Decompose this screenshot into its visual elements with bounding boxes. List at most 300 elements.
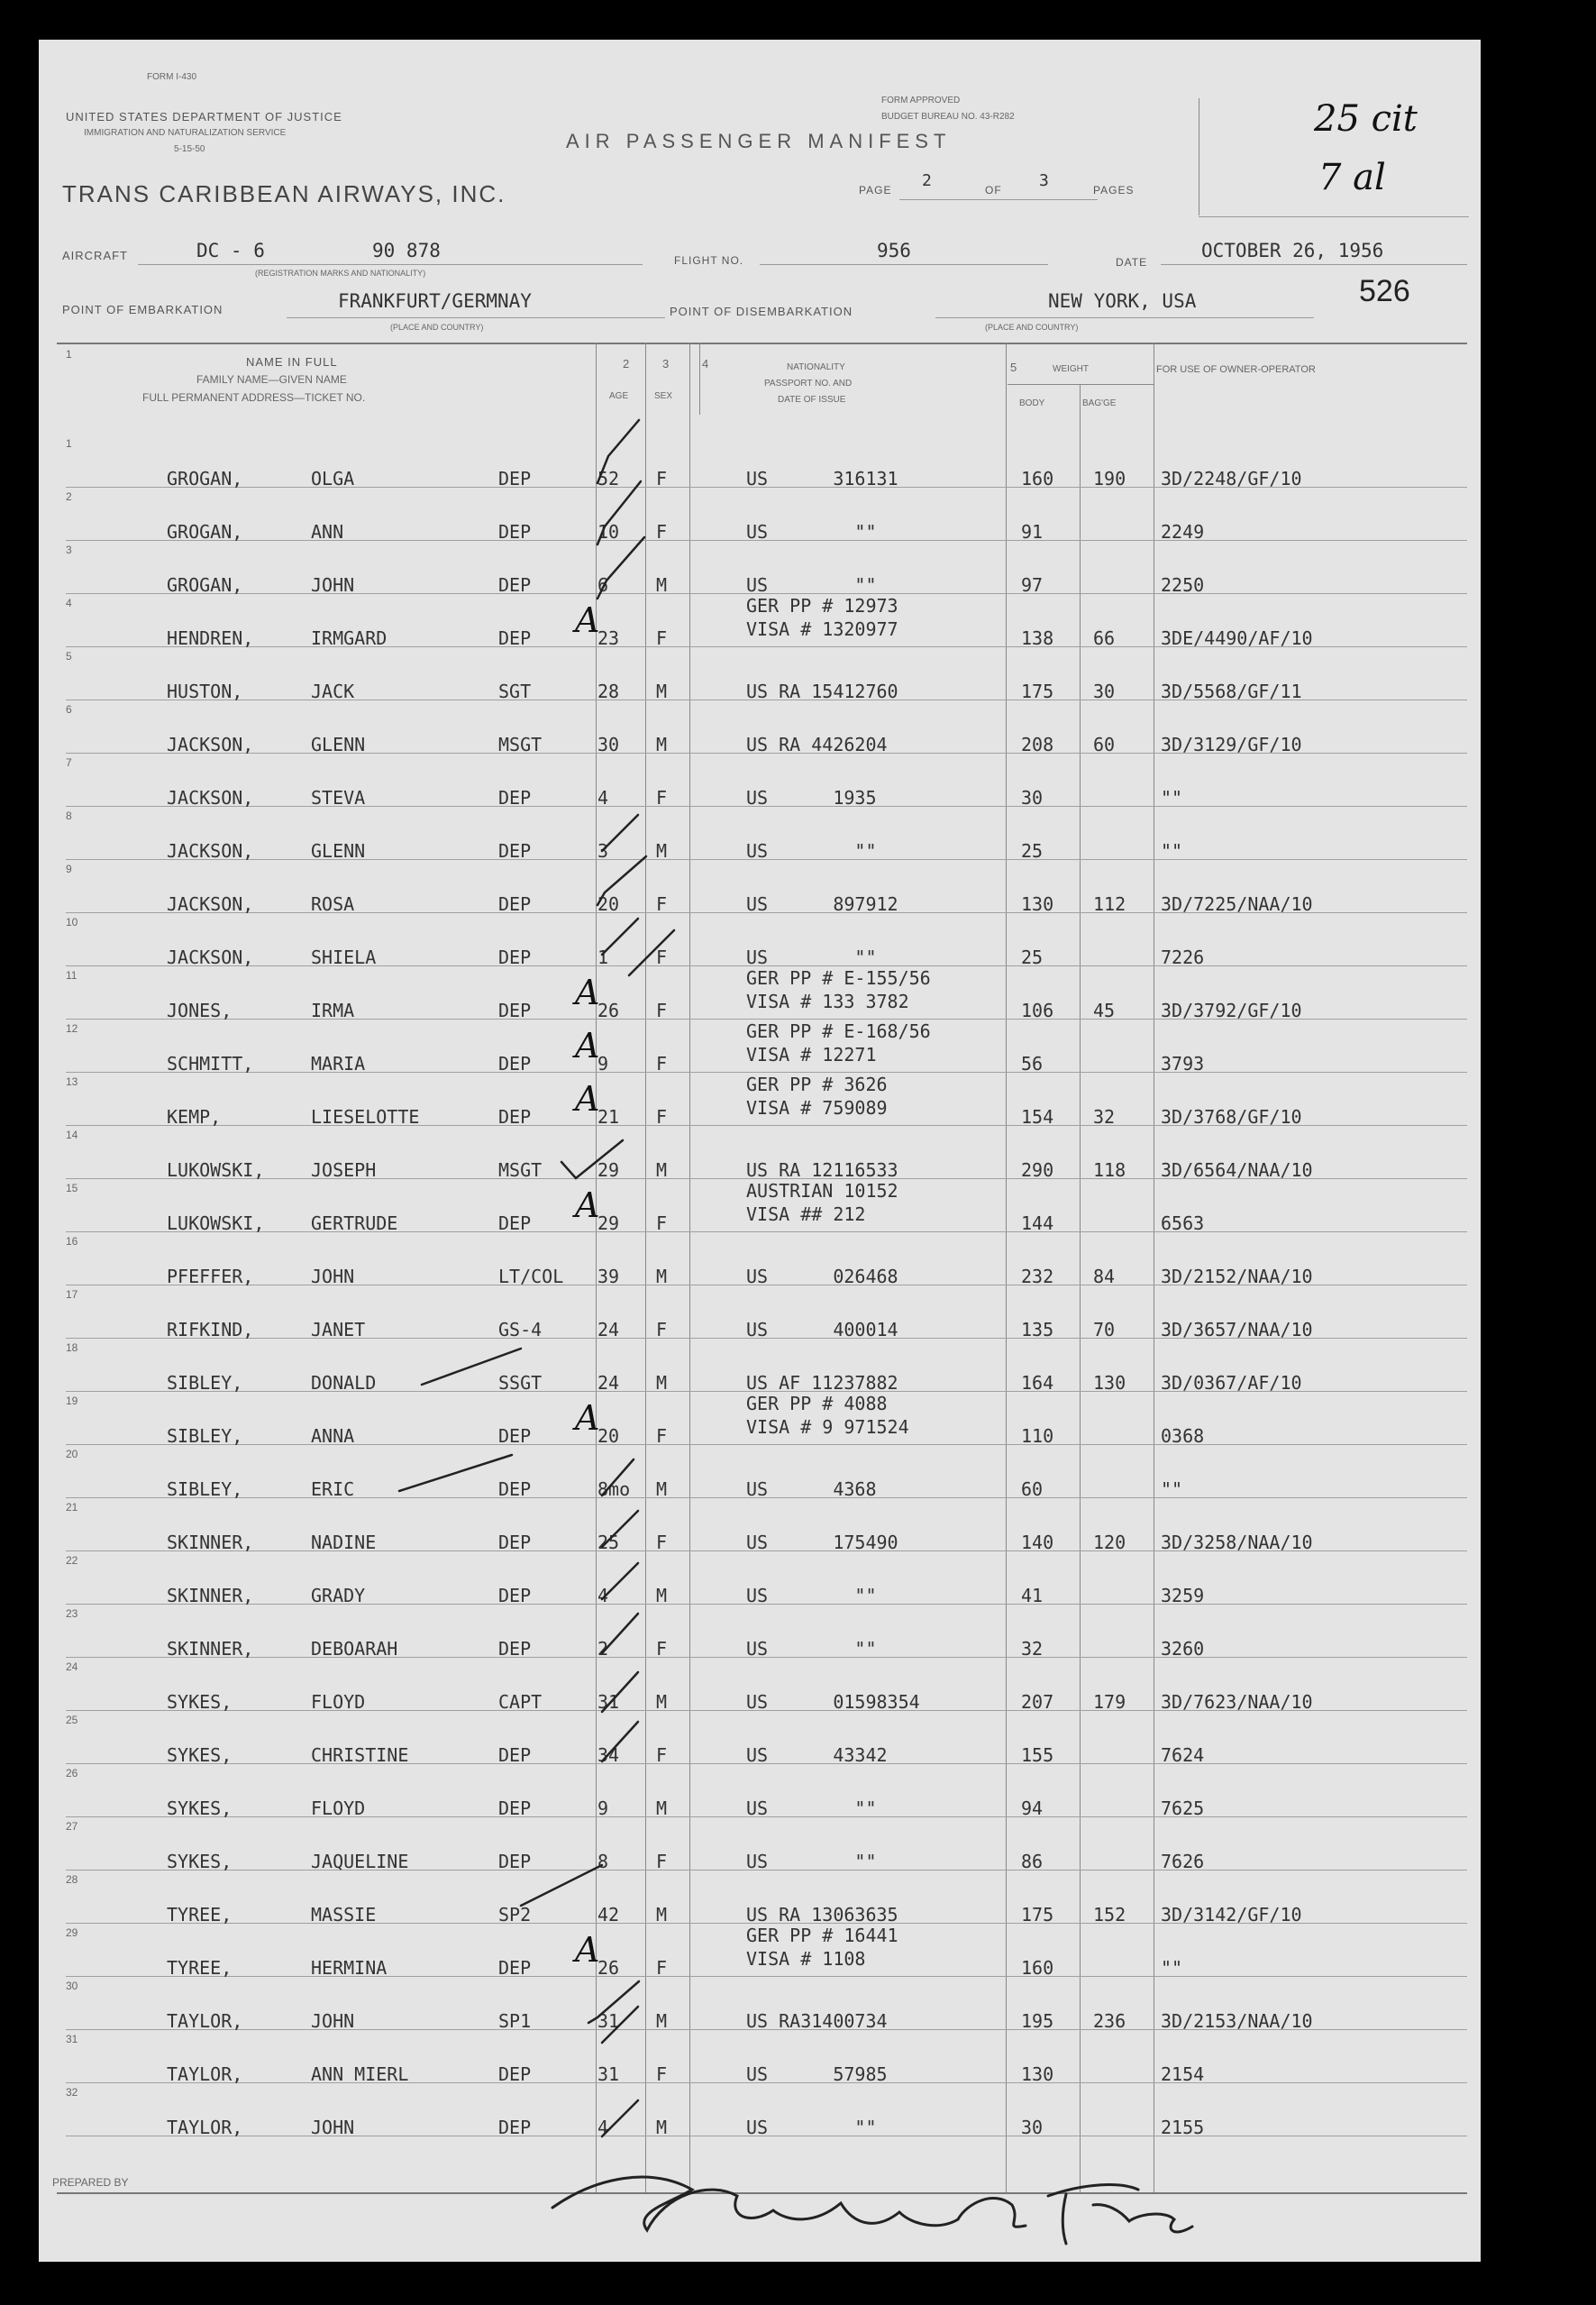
passenger-status: DEP bbox=[498, 1478, 532, 1500]
baggage-weight: 60 bbox=[1093, 734, 1116, 755]
body-weight: 195 bbox=[1021, 2010, 1054, 2032]
sex: M bbox=[656, 840, 668, 862]
baggage-weight: 152 bbox=[1093, 1904, 1126, 1925]
col2-number: 2 bbox=[623, 357, 630, 370]
sex: M bbox=[656, 574, 668, 596]
sex: F bbox=[656, 1425, 668, 1447]
owner-operator-use: 2154 bbox=[1161, 2063, 1205, 2085]
row-number: 4 bbox=[66, 597, 72, 609]
body-weight: 110 bbox=[1021, 1425, 1054, 1447]
service-line: IMMIGRATION AND NATURALIZATION SERVICE bbox=[84, 128, 287, 138]
aircraft-type: DC - 6 bbox=[196, 240, 265, 261]
sex: F bbox=[656, 1000, 668, 1021]
sex: F bbox=[656, 627, 668, 649]
nationality-passport: US 400014 bbox=[746, 1319, 898, 1340]
owner-operator-use: 3D/2152/NAA/10 bbox=[1161, 1266, 1313, 1287]
family-name: PFEFFER, bbox=[167, 1266, 254, 1287]
passenger-status: DEP bbox=[498, 2117, 532, 2138]
owner-operator-use: 3D/3792/GF/10 bbox=[1161, 1000, 1302, 1021]
body-weight: 175 bbox=[1021, 1904, 1054, 1925]
passenger-status: LT/COL bbox=[498, 1266, 564, 1287]
owner-operator-use: 6563 bbox=[1161, 1212, 1205, 1234]
disembarkation-value: NEW YORK, USA bbox=[1048, 290, 1197, 312]
owner-operator-use: 3D/0367/AF/10 bbox=[1161, 1372, 1302, 1394]
disembarkation-label: POINT OF DISEMBARKATION bbox=[670, 305, 853, 318]
age: 29 bbox=[597, 1159, 620, 1181]
col5-header: WEIGHT bbox=[1053, 364, 1089, 374]
family-name: JACKSON, bbox=[167, 947, 254, 968]
given-name: GERTRUDE bbox=[311, 1212, 398, 1234]
owner-operator-use: 3D/3258/NAA/10 bbox=[1161, 1532, 1313, 1553]
family-name: JACKSON, bbox=[167, 734, 254, 755]
row-number: 20 bbox=[66, 1448, 78, 1460]
owner-operator-use: "" bbox=[1161, 1478, 1183, 1500]
owner-operator-use: 2250 bbox=[1161, 574, 1205, 596]
sex: F bbox=[656, 1851, 668, 1872]
visa-number: VISA # 9 971524 bbox=[746, 1416, 909, 1438]
check-mark-icon bbox=[602, 815, 638, 851]
given-name: ANN bbox=[311, 521, 344, 543]
owner-operator-use: 2155 bbox=[1161, 2117, 1205, 2138]
given-name: DEBOARAH bbox=[311, 1638, 398, 1660]
col1-header-line2: FAMILY NAME—GIVEN NAME bbox=[196, 373, 347, 386]
family-name: GROGAN, bbox=[167, 468, 243, 489]
visa-number: VISA # 759089 bbox=[746, 1097, 888, 1119]
passenger-status: DEP bbox=[498, 521, 532, 543]
owner-operator-use: 3259 bbox=[1161, 1585, 1205, 1606]
passenger-status: DEP bbox=[498, 574, 532, 596]
age: 26 bbox=[597, 1000, 620, 1021]
baggage-weight: 179 bbox=[1093, 1691, 1126, 1713]
sex: M bbox=[656, 734, 668, 755]
row-number: 1 bbox=[66, 437, 72, 450]
col6-header: FOR USE OF OWNER-OPERATOR bbox=[1156, 364, 1316, 375]
sex: M bbox=[656, 1266, 668, 1287]
family-name: TAYLOR, bbox=[167, 2063, 243, 2085]
row-number: 27 bbox=[66, 1820, 78, 1833]
owner-operator-use: "" bbox=[1161, 787, 1183, 809]
owner-operator-use: 3D/3129/GF/10 bbox=[1161, 734, 1302, 755]
airline-name: TRANS CARIBBEAN AIRWAYS, INC. bbox=[62, 180, 506, 207]
visa-number: VISA # 133 3782 bbox=[746, 991, 909, 1012]
sex: M bbox=[656, 1904, 668, 1925]
nationality-passport: US 01598354 bbox=[746, 1691, 920, 1713]
row-number: 28 bbox=[66, 1873, 78, 1886]
age: 4 bbox=[597, 2117, 609, 2138]
flight-date: OCTOBER 26, 1956 bbox=[1201, 240, 1384, 261]
owner-operator-use: 3D/7623/NAA/10 bbox=[1161, 1691, 1313, 1713]
strike-line bbox=[399, 1455, 512, 1491]
baggage-weight: 236 bbox=[1093, 2010, 1126, 2032]
given-name: HERMINA bbox=[311, 1957, 388, 1979]
row-number: 10 bbox=[66, 916, 78, 928]
form-number: FORM I-430 bbox=[147, 72, 197, 82]
body-weight: 208 bbox=[1021, 734, 1054, 755]
owner-operator-use: 3D/2153/NAA/10 bbox=[1161, 2010, 1313, 2032]
row-number: 9 bbox=[66, 863, 72, 875]
given-name: SHIELA bbox=[311, 947, 377, 968]
age: 42 bbox=[597, 1904, 620, 1925]
passenger-status: SP2 bbox=[498, 1904, 532, 1925]
body-weight: 154 bbox=[1021, 1106, 1054, 1128]
nationality-passport: US "" bbox=[746, 1851, 877, 1872]
sex: F bbox=[656, 1638, 668, 1660]
sex: F bbox=[656, 947, 668, 968]
age: 34 bbox=[597, 1744, 620, 1766]
check-mark-icon bbox=[588, 1981, 639, 2023]
nationality-passport: US 4368 bbox=[746, 1478, 877, 1500]
age: 9 bbox=[597, 1797, 609, 1819]
nationality-passport: US RA 4426204 bbox=[746, 734, 888, 755]
passenger-status: DEP bbox=[498, 1532, 532, 1553]
baggage-weight: 190 bbox=[1093, 468, 1126, 489]
row-number: 18 bbox=[66, 1341, 78, 1354]
baggage-weight: 84 bbox=[1093, 1266, 1116, 1287]
owner-operator-use: 3793 bbox=[1161, 1053, 1205, 1075]
passenger-status: CAPT bbox=[498, 1691, 543, 1713]
body-weight: 94 bbox=[1021, 1797, 1044, 1819]
family-name: RIFKIND, bbox=[167, 1319, 254, 1340]
given-name: ERIC bbox=[311, 1478, 355, 1500]
embarkation-value: FRANKFURT/GERMNAY bbox=[338, 290, 532, 312]
age: 31 bbox=[597, 2010, 620, 2032]
passenger-status: DEP bbox=[498, 627, 532, 649]
age: 31 bbox=[597, 1691, 620, 1713]
age: 23 bbox=[597, 627, 620, 649]
row-number: 15 bbox=[66, 1182, 78, 1194]
nationality-passport: AUSTRIAN 10152 bbox=[746, 1180, 898, 1202]
age: 30 bbox=[597, 734, 620, 755]
sex: F bbox=[656, 1957, 668, 1979]
owner-operator-use: 0368 bbox=[1161, 1425, 1205, 1447]
family-name: SCHMITT, bbox=[167, 1053, 254, 1075]
sex: F bbox=[656, 1053, 668, 1075]
alien-mark: A bbox=[575, 1930, 600, 1970]
check-mark-icon bbox=[597, 856, 646, 905]
owner-operator-use: 3D/5568/GF/11 bbox=[1161, 681, 1302, 702]
check-mark-icon bbox=[602, 1672, 638, 1712]
check-mark-icon bbox=[561, 1140, 623, 1178]
nationality-passport: US "" bbox=[746, 1797, 877, 1819]
given-name: CHRISTINE bbox=[311, 1744, 409, 1766]
sex: F bbox=[656, 787, 668, 809]
given-name: MARIA bbox=[311, 1053, 366, 1075]
passenger-status: DEP bbox=[498, 840, 532, 862]
sex: F bbox=[656, 1532, 668, 1553]
family-name: SIBLEY, bbox=[167, 1425, 243, 1447]
given-name: STEVA bbox=[311, 787, 366, 809]
owner-operator-use: 3D/3768/GF/10 bbox=[1161, 1106, 1302, 1128]
nationality-passport: US 57985 bbox=[746, 2063, 888, 2085]
body-weight: 144 bbox=[1021, 1212, 1054, 1234]
given-name: LIESELOTTE bbox=[311, 1106, 420, 1128]
row-number: 13 bbox=[66, 1075, 78, 1088]
row-number: 30 bbox=[66, 1980, 78, 1992]
passenger-status: DEP bbox=[498, 1851, 532, 1872]
handwritten-count-citizens: 25 cit bbox=[1314, 98, 1418, 140]
baggage-weight: 112 bbox=[1093, 893, 1126, 915]
visa-number: VISA # 1320977 bbox=[746, 618, 898, 640]
family-name: HUSTON, bbox=[167, 681, 243, 702]
family-name: JACKSON, bbox=[167, 840, 254, 862]
body-weight: 290 bbox=[1021, 1159, 1054, 1181]
age: 6 bbox=[597, 574, 609, 596]
manifest-sheet bbox=[39, 40, 1481, 2262]
body-weight: 140 bbox=[1021, 1532, 1054, 1553]
check-mark-icon bbox=[602, 1614, 638, 1653]
passenger-status: DEP bbox=[498, 1585, 532, 1606]
stamp-number: 526 bbox=[1359, 274, 1410, 308]
family-name: HENDREN, bbox=[167, 627, 254, 649]
col2-header: AGE bbox=[609, 391, 629, 401]
passenger-status: DEP bbox=[498, 1425, 532, 1447]
row-number: 32 bbox=[66, 2086, 78, 2099]
body-weight: 106 bbox=[1021, 1000, 1054, 1021]
pages-label: PAGES bbox=[1093, 184, 1135, 197]
given-name: NADINE bbox=[311, 1532, 377, 1553]
given-name: GLENN bbox=[311, 840, 366, 862]
registration-caption: (REGISTRATION MARKS AND NATIONALITY) bbox=[255, 269, 426, 278]
aircraft-registration: 90 878 bbox=[372, 240, 441, 261]
visa-number: VISA ## 212 bbox=[746, 1203, 866, 1225]
passenger-status: DEP bbox=[498, 1638, 532, 1660]
body-weight: 155 bbox=[1021, 1744, 1054, 1766]
nationality-passport: US "" bbox=[746, 2117, 877, 2138]
given-name: JACK bbox=[311, 681, 355, 702]
owner-operator-use: 3D/3142/GF/10 bbox=[1161, 1904, 1302, 1925]
owner-operator-use: 7626 bbox=[1161, 1851, 1205, 1872]
sex: F bbox=[656, 1212, 668, 1234]
nationality-passport: US "" bbox=[746, 1585, 877, 1606]
body-weight: 97 bbox=[1021, 574, 1044, 596]
passenger-status: DEP bbox=[498, 1744, 532, 1766]
age: 4 bbox=[597, 787, 609, 809]
family-name: TYREE, bbox=[167, 1957, 233, 1979]
baggage-weight: 70 bbox=[1093, 1319, 1116, 1340]
check-mark-icon bbox=[629, 930, 674, 975]
col3-number: 3 bbox=[662, 357, 670, 370]
nationality-passport: US 897912 bbox=[746, 893, 898, 915]
age: 9 bbox=[597, 1053, 609, 1075]
owner-operator-use: 3D/6564/NAA/10 bbox=[1161, 1159, 1313, 1181]
passenger-status: SGT bbox=[498, 681, 532, 702]
nationality-passport: US 175490 bbox=[746, 1532, 898, 1553]
col4-number: 4 bbox=[702, 357, 709, 370]
sex: M bbox=[656, 1585, 668, 1606]
passenger-status: MSGT bbox=[498, 1159, 543, 1181]
owner-operator-use: 3D/2248/GF/10 bbox=[1161, 468, 1302, 489]
strike-line bbox=[422, 1349, 521, 1385]
sex: M bbox=[656, 2010, 668, 2032]
age: 4 bbox=[597, 1585, 609, 1606]
visa-number: VISA # 12271 bbox=[746, 1044, 877, 1066]
budget-line-2: BUDGET BUREAU NO. 43-R282 bbox=[881, 112, 1015, 122]
family-name: GROGAN, bbox=[167, 521, 243, 543]
age: 28 bbox=[597, 681, 620, 702]
sex: F bbox=[656, 2063, 668, 2085]
sex: M bbox=[656, 1478, 668, 1500]
flight-number: 956 bbox=[877, 240, 911, 261]
given-name: FLOYD bbox=[311, 1691, 366, 1713]
owner-operator-use: 7624 bbox=[1161, 1744, 1205, 1766]
baggage-weight: 66 bbox=[1093, 627, 1116, 649]
passenger-status: SSGT bbox=[498, 1372, 543, 1394]
of-label: OF bbox=[985, 184, 1002, 197]
row-number: 11 bbox=[66, 969, 78, 982]
visa-number: VISA # 1108 bbox=[746, 1948, 866, 1970]
body-weight: 175 bbox=[1021, 681, 1054, 702]
prepared-by-label: PREPARED BY bbox=[52, 2176, 129, 2189]
owner-operator-use: "" bbox=[1161, 840, 1183, 862]
sex: F bbox=[656, 468, 668, 489]
given-name: IRMA bbox=[311, 1000, 355, 1021]
handwritten-marks bbox=[39, 40, 1481, 2262]
age: 25 bbox=[597, 1532, 620, 1553]
passenger-status: MSGT bbox=[498, 734, 543, 755]
given-name: JOSEPH bbox=[311, 1159, 377, 1181]
family-name: JACKSON, bbox=[167, 893, 254, 915]
given-name: FLOYD bbox=[311, 1797, 366, 1819]
check-mark-icon bbox=[602, 1722, 638, 1761]
sex: F bbox=[656, 521, 668, 543]
row-number: 24 bbox=[66, 1660, 78, 1673]
body-weight: 41 bbox=[1021, 1585, 1044, 1606]
nationality-passport: US 43342 bbox=[746, 1744, 888, 1766]
given-name: JOHN bbox=[311, 574, 355, 596]
manifest-title: AIR PASSENGER MANIFEST bbox=[566, 130, 952, 152]
body-weight: 25 bbox=[1021, 947, 1044, 968]
aircraft-label: AIRCRAFT bbox=[62, 249, 128, 262]
alien-mark: A bbox=[575, 600, 600, 640]
nationality-passport: US 1935 bbox=[746, 787, 877, 809]
given-name: JOHN bbox=[311, 2117, 355, 2138]
check-mark-icon bbox=[602, 1459, 634, 1496]
owner-operator-use: "" bbox=[1161, 1957, 1183, 1979]
budget-line-1: FORM APPROVED bbox=[881, 96, 961, 105]
embark-place-caption: (PLACE AND COUNTRY) bbox=[390, 323, 484, 332]
age: 2 bbox=[597, 1638, 609, 1660]
alien-mark: A bbox=[575, 1398, 600, 1438]
nationality-passport: US "" bbox=[746, 521, 877, 543]
body-weight: 135 bbox=[1021, 1319, 1054, 1340]
body-weight: 138 bbox=[1021, 627, 1054, 649]
given-name: OLGA bbox=[311, 468, 355, 489]
alien-mark: A bbox=[575, 1185, 600, 1225]
row-number: 5 bbox=[66, 650, 72, 663]
body-weight: 86 bbox=[1021, 1851, 1044, 1872]
passenger-status: DEP bbox=[498, 2063, 532, 2085]
check-mark-icon bbox=[597, 481, 641, 544]
check-mark-icon bbox=[602, 2100, 638, 2136]
sex: M bbox=[656, 1159, 668, 1181]
row-number: 16 bbox=[66, 1235, 78, 1248]
embarkation-label: POINT OF EMBARKATION bbox=[62, 303, 223, 316]
nationality-passport: US 026468 bbox=[746, 1266, 898, 1287]
family-name: KEMP, bbox=[167, 1106, 222, 1128]
alien-mark: A bbox=[575, 1026, 600, 1066]
check-mark-icon bbox=[602, 919, 638, 955]
owner-operator-use: 2249 bbox=[1161, 521, 1205, 543]
body-weight: 160 bbox=[1021, 468, 1054, 489]
family-name: SYKES, bbox=[167, 1691, 233, 1713]
department-line: UNITED STATES DEPARTMENT OF JUSTICE bbox=[66, 110, 342, 123]
row-number: 8 bbox=[66, 809, 72, 822]
given-name: ANN MIERL bbox=[311, 2063, 409, 2085]
age: 29 bbox=[597, 1212, 620, 1234]
given-name: GRADY bbox=[311, 1585, 366, 1606]
given-name: ROSA bbox=[311, 893, 355, 915]
row-number: 31 bbox=[66, 2033, 78, 2045]
sex: M bbox=[656, 1691, 668, 1713]
check-mark-icon bbox=[602, 1511, 638, 1547]
passenger-status: DEP bbox=[498, 468, 532, 489]
family-name: SKINNER, bbox=[167, 1638, 254, 1660]
baggage-weight: 32 bbox=[1093, 1106, 1116, 1128]
passenger-status: DEP bbox=[498, 947, 532, 968]
given-name: MASSIE bbox=[311, 1904, 377, 1925]
handwritten-signature bbox=[543, 2140, 1264, 2262]
sex: M bbox=[656, 681, 668, 702]
col5-number: 5 bbox=[1010, 361, 1017, 374]
row-number: 22 bbox=[66, 1554, 78, 1567]
age: 26 bbox=[597, 1957, 620, 1979]
family-name: SKINNER, bbox=[167, 1585, 254, 1606]
owner-operator-use: 3DE/4490/AF/10 bbox=[1161, 627, 1313, 649]
nationality-passport: GER PP # 12973 bbox=[746, 595, 898, 617]
nationality-passport: US RA31400734 bbox=[746, 2010, 888, 2032]
sex: F bbox=[656, 1106, 668, 1128]
baggage-weight: 120 bbox=[1093, 1532, 1126, 1553]
col4-header-line3: DATE OF ISSUE bbox=[778, 395, 846, 405]
col1-number: 1 bbox=[66, 348, 72, 361]
age: 3 bbox=[597, 840, 609, 862]
body-weight: 130 bbox=[1021, 893, 1054, 915]
flight-label: FLIGHT NO. bbox=[674, 254, 744, 267]
nationality-passport: US 316131 bbox=[746, 468, 898, 489]
row-number: 21 bbox=[66, 1501, 78, 1514]
baggage-weight: 45 bbox=[1093, 1000, 1116, 1021]
family-name: TYREE, bbox=[167, 1904, 233, 1925]
age: 24 bbox=[597, 1319, 620, 1340]
row-number: 7 bbox=[66, 756, 72, 769]
family-name: SYKES, bbox=[167, 1851, 233, 1872]
row-number: 2 bbox=[66, 490, 72, 503]
age: 24 bbox=[597, 1372, 620, 1394]
family-name: SIBLEY, bbox=[167, 1478, 243, 1500]
body-weight: 30 bbox=[1021, 787, 1044, 809]
alien-mark: A bbox=[575, 1079, 600, 1119]
passenger-status: DEP bbox=[498, 1957, 532, 1979]
family-name: SIBLEY, bbox=[167, 1372, 243, 1394]
passenger-status: SP1 bbox=[498, 2010, 532, 2032]
nationality-passport: GER PP # E-155/56 bbox=[746, 967, 931, 989]
date-label: DATE bbox=[1116, 256, 1148, 269]
row-number: 26 bbox=[66, 1767, 78, 1779]
family-name: SKINNER, bbox=[167, 1532, 254, 1553]
col3-header: SEX bbox=[654, 391, 673, 401]
given-name: ANNA bbox=[311, 1425, 355, 1447]
age: 8mo bbox=[597, 1478, 631, 1500]
passenger-status: DEP bbox=[498, 893, 532, 915]
row-number: 14 bbox=[66, 1129, 78, 1141]
check-mark-icon bbox=[597, 420, 639, 483]
nationality-passport: US AF 11237882 bbox=[746, 1372, 898, 1394]
passenger-status: GS-4 bbox=[498, 1319, 543, 1340]
passenger-status: DEP bbox=[498, 1106, 532, 1128]
sex: M bbox=[656, 1372, 668, 1394]
sex: F bbox=[656, 1744, 668, 1766]
body-weight: 30 bbox=[1021, 2117, 1044, 2138]
